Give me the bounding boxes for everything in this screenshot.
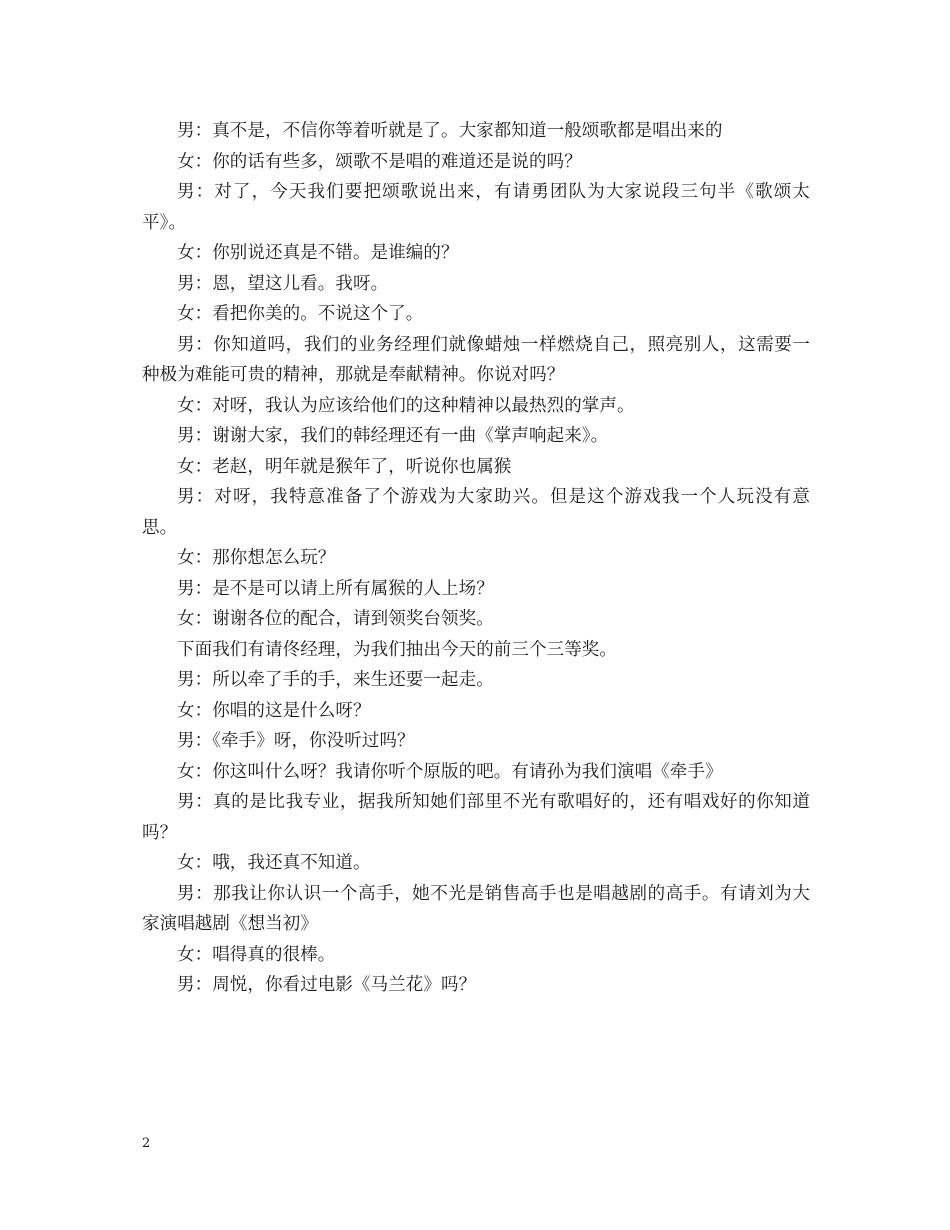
paragraph: 男：真的是比我专业，据我所知她们部里不光有歌唱好的，还有唱戏好的你知道吗？	[142, 792, 810, 843]
paragraph: 男：谢谢大家，我们的韩经理还有一曲《掌声响起来》。	[177, 426, 609, 446]
paragraph: 女：你别说还真是不错。是谁编的？	[177, 243, 459, 263]
paragraph: 下面我们有请佟经理，为我们抽出今天的前三个三等奖。	[177, 639, 617, 660]
paragraph: 男：真不是，不信你等着听就是了。大家都知道一般颂歌都是唱出来的	[177, 121, 723, 141]
paragraph: 男：恩，望这儿看。我呀。	[177, 273, 389, 294]
paragraph: 女：看把你美的。不说这个了。	[177, 304, 424, 324]
paragraph: 男：所以牵了手的手，来生还要一起走。	[177, 670, 494, 690]
paragraph: 男：《牵手》呀，你没听过吗？	[177, 731, 415, 751]
paragraph: 女：你唱的这是什么呀？	[177, 700, 371, 721]
paragraph: 男：对了，今天我们要把颂歌说出来，有请勇团队为大家说段三句半《歌颂太平》。	[142, 182, 810, 233]
paragraph: 女：对呀，我认为应该给他们的这种精神以最热烈的掌声。	[177, 395, 635, 416]
paragraph: 女：谢谢各位的配合，请到领奖台领奖。	[177, 609, 494, 629]
paragraph: 女：哦，我还真不知道。	[177, 853, 371, 873]
paragraph: 男：你知道吗，我们的业务经理们就像蜡烛一样燃烧自己，照亮别人，这需要一种极为难能可贵的精神，那就是奉献精神。你说对吗？	[142, 334, 810, 385]
paragraph: 女：老赵，明年就是猴年了，听说你也属猴	[177, 456, 512, 477]
paragraph: 男：对呀，我特意准备了个游戏为大家助兴。但是这个游戏我一个人玩没有意思。	[142, 487, 810, 538]
paragraph: 女：你这叫什么呀？我请你听个原版的吧。有请孙为我们演唱《牵手》	[177, 761, 723, 782]
paragraph: 男：那我让你认识一个高手，她不光是销售高手也是唱越剧的高手。有请刘为大家演唱越剧《想当初》	[142, 883, 810, 934]
paragraph: 男：周悦，你看过电影《马兰花》吗？	[177, 975, 477, 995]
page-number: 2	[142, 1136, 151, 1151]
paragraph: 男：是不是可以请上所有属猴的人上场？	[177, 578, 494, 599]
paragraph: 女：唱得真的很棒。	[177, 944, 336, 965]
paragraph: 女：你的话有些多，颂歌不是唱的难道还是说的吗？	[177, 151, 582, 172]
document-body	[142, 116, 810, 1001]
paragraph: 女：那你想怎么玩？	[177, 548, 336, 568]
